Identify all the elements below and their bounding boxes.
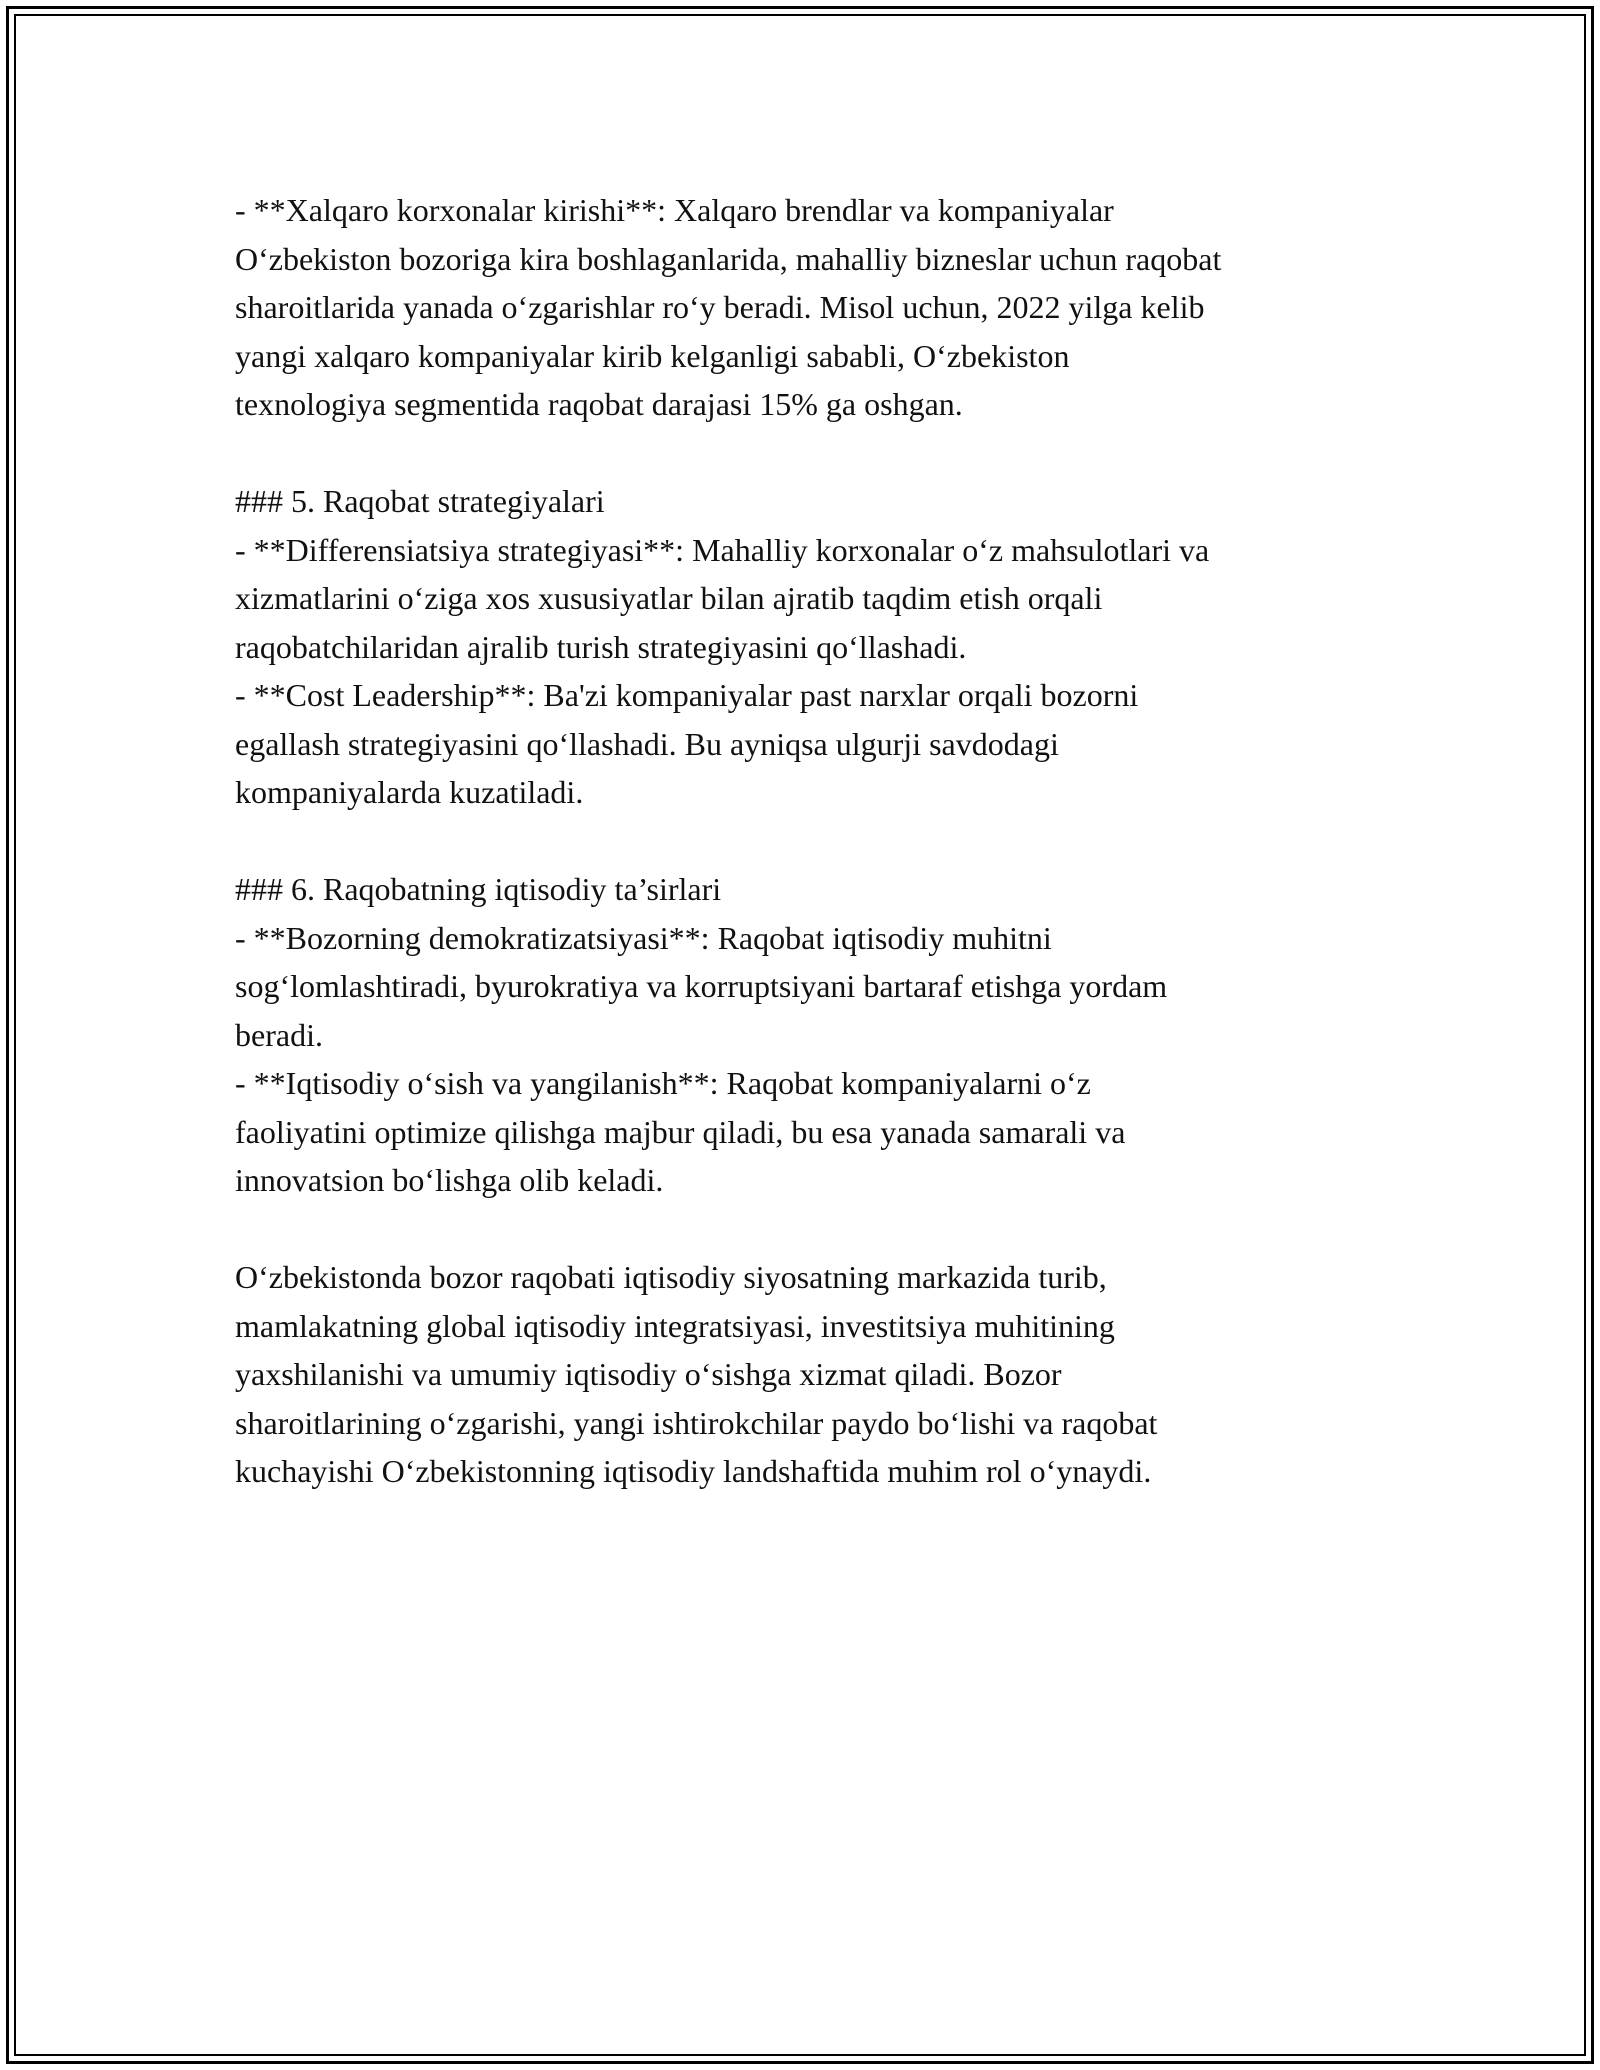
text-line: yangi xalqaro kompaniyalar kirib kelganligi sababli, O‘zbekiston (235, 337, 1070, 374)
text-line: - **Bozorning demokratizatsiyasi**: Raqobat iqtisodiy muhitni (235, 919, 1052, 956)
paragraph-international-entry (235, 186, 1385, 429)
text-line: mamlakatning global iqtisodiy integratsiyasi, investitsiya muhitining (235, 1307, 1115, 1344)
text-line: texnologiya segmentida raqobat darajasi 15% ga oshgan. (235, 386, 963, 422)
section-competition-strategies (235, 477, 1385, 817)
text-line: sharoitlarida yanada o‘zgarishlar ro‘y beradi. Misol uchun, 2022 yilga kelib (235, 289, 1205, 325)
section-heading: ### 5. Raqobat strategiyalari (235, 483, 605, 519)
text-line: - **Differensiatsiya strategiyasi**: Mahalliy korxonalar o‘z mahsulotlari va (235, 531, 1210, 568)
text-line: O‘zbekistonda bozor raqobati iqtisodiy siyosatning markazida turib, (235, 1259, 1107, 1295)
text-line: yaxshilanishi va umumiy iqtisodiy o‘sishga xizmat qiladi. Bozor (235, 1356, 1062, 1392)
text-line: - **Cost Leadership**: Ba'zi kompaniyalar past narxlar orqali bozorni (235, 677, 1139, 713)
text-line: kompaniyalarda kuzatiladi. (235, 774, 584, 810)
text-line: innovatsion bo‘lishga olib keladi. (235, 1162, 664, 1198)
text-line: - **Xalqaro korxonalar kirishi**: Xalqaro brendlar va kompaniyalar (235, 192, 1114, 228)
text-line: xizmatlarini o‘ziga xos xususiyatlar bilan ajratib taqdim etish orqali (235, 580, 1103, 616)
text-line: kuchayishi O‘zbekistonning iqtisodiy landshaftida muhim rol o‘ynaydi. (235, 1453, 1152, 1489)
document-body (235, 186, 1385, 1544)
text-line: beradi. (235, 1016, 323, 1053)
text-line: sharoitlarining o‘zgarishi, yangi ishtirokchilar paydo bo‘lishi va raqobat (235, 1404, 1158, 1441)
text-line: egallash strategiyasini qo‘llashadi. Bu ayniqsa ulgurji savdodagi (235, 725, 1059, 762)
section-economic-effects (235, 865, 1385, 1205)
text-line: faoliyatini optimize qilishga majbur qiladi, bu esa yanada samarali va (235, 1113, 1126, 1150)
text-line: - **Iqtisodiy o‘sish va yangilanish**: Raqobat kompaniyalarni o‘z (235, 1065, 1091, 1101)
section-heading: ### 6. Raqobatning iqtisodiy ta’sirlari (235, 871, 722, 907)
text-line: raqobatchilaridan ajralib turish strategiyasini qo‘llashadi. (235, 628, 967, 665)
text-line: sog‘lomlashtiradi, byurokratiya va korruptsiyani bartaraf etishga yordam (235, 968, 1168, 1004)
text-line: O‘zbekiston bozoriga kira boshlaganlarida, mahalliy bizneslar uchun raqobat (235, 240, 1222, 277)
paragraph-conclusion (235, 1253, 1385, 1496)
